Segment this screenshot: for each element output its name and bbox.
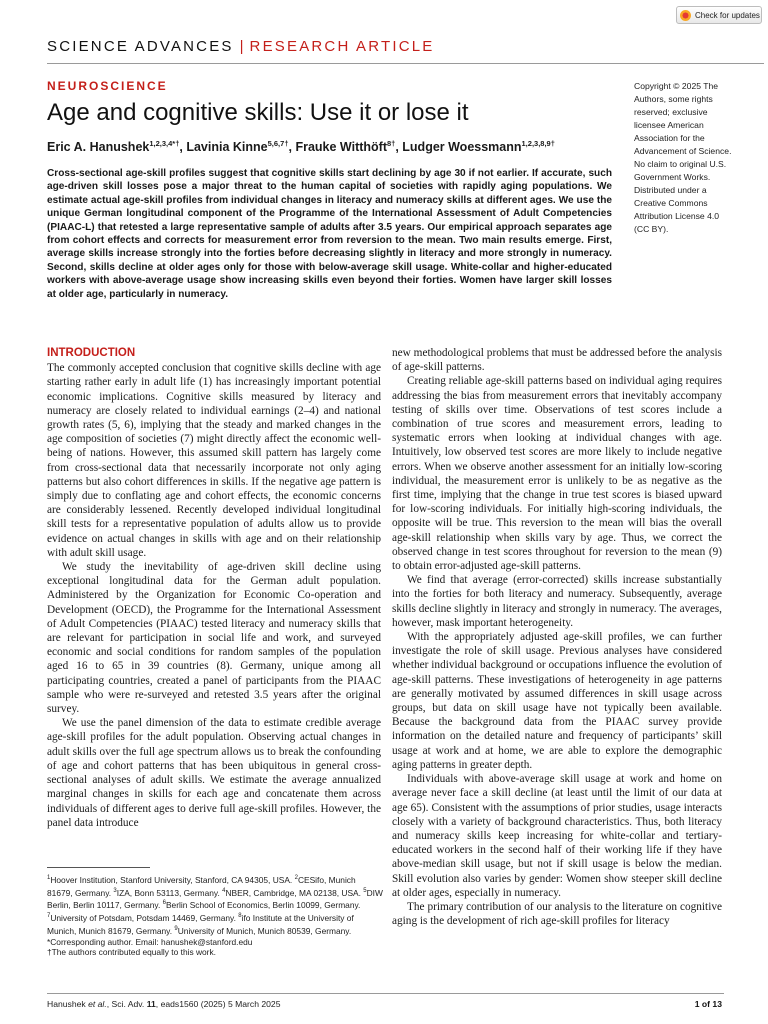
body-paragraph: We use the panel dimension of the data to estimate credible average age-skill profiles for the adult population. Observing actual changes in adult skills over the full age spectrum allows us to break the confounding of age and cohort patterns that has been ubiquitous in general cross-sectional analyses of adult skills. We estimate the average annualized marginal changes in skills for each age and concatenate them across individuals of different ages to derive full age-skill profiles. However, the panel data introduce — [47, 717, 381, 829]
body-paragraph: We study the inevitability of age-driven skill decline using exceptional longitudinal data for the German adult population. Administered by the Organization for Economic Co-operation and Development (OECD), the Programme for the International Assessment of Adult Competencies (PIAAC) tested literacy and numeracy skills that are relevant for participation in social life and work, and surveyed economic and social conditions for random samples of the population aged 16 to 65 in 39 countries (8). Germany, unique among all participating countries, created a panel of participants from the PIAAC sample who were re-surveyed and retested 3.5 years after the original survey. — [47, 561, 381, 716]
affiliation-text: NBER, Cambridge, MA 02138, USA. — [225, 887, 364, 898]
body-paragraph: new methodological problems that must be addressed before the analysis of age-skill patterns. — [392, 347, 722, 374]
affiliations — [47, 873, 383, 937]
affiliation-mark: 7 — [47, 913, 51, 920]
body-paragraph: Individuals with above-average skill usage at work and home on average never face a skill decline (at least until the limit of our data at age 65). Consistent with the assumptions of prior studies, usage interacts closely with a variety of background characteristics. Thus, both literacy and numeracy skills keep increasing for white-collar and tertiary-educated workers in the second half of their working life if they have above-median skill usage, but not if skill usage is below the median. Skill evolution also varies by gender: Women show steeper skill decline at older ages, especially in numeracy. — [392, 773, 722, 899]
affiliation-text: University of Potsdam, Potsdam 14469, Germany. — [50, 912, 239, 923]
affiliation-text: CESifo, Munich 81679, Germany. — [47, 874, 356, 898]
affiliation-text: ifo Institute at the University of Munich, Munich 81679, Germany. — [47, 912, 354, 936]
abstract: Cross-sectional age-skill profiles suggest that cognitive skills start declining by age 30 if not earlier. If accurate, such age-driven skill losses pose a major threat to the human capital of societies with rapidly aging populations. We estimate actual age-skill profiles from individual changes in literacy and numeracy skills at different ages. We use the unique German longitudinal component of the Programme of the International Assessment of Adult Competencies (PIAAC-L) that retested a large representative sample of adults after 3.5 years. Our empirical approach separates age from cohort effects and corrects for measurement error from reversion to the mean. Two main results emerge. First, average skills increase strongly into the forties before decreasing slightly in literacy and more strongly in numeracy. Second, skills decline at older ages only for those with below-average skill usage. White-collar and higher-educated workers with above-average usage show increasing skills even beyond their forties. Women have larger skill losses at older age, particularly in numeracy. — [47, 168, 612, 300]
author-name: Eric A. Hanushek — [47, 140, 150, 155]
article-title: Age and cognitive skills: Use it or lose it — [47, 99, 469, 126]
author-affiliation-marks: 5,6,7† — [267, 139, 289, 148]
author-affiliation-marks: 1,2,3,4*† — [149, 139, 180, 148]
body-paragraph: We find that average (error-corrected) skills increase substantially into the forties for both literacy and numeracy. Subsequently, average skills decline slightly in literacy and strongly in numeracy. The averages, however, mask important heterogeneity. — [392, 574, 722, 629]
section-label: NEUROSCIENCE — [47, 79, 168, 93]
affiliation-mark: 1 — [47, 875, 51, 881]
author-name: Frauke Witthöft — [295, 140, 387, 155]
body-paragraph: The primary contribution of our analysis to the literature on cognitive aging is the development of rich age-skill profiles for literacy — [392, 900, 722, 928]
author-name: Lavinia Kinne — [186, 140, 268, 155]
footer-divider — [47, 993, 724, 994]
affiliation-text: Berlin School of Economics, Berlin 10099, Germany. — [165, 900, 361, 911]
author-affiliation-marks: 1,2,3,8,9† — [521, 139, 555, 148]
affiliation-mark: 5 — [363, 887, 367, 894]
copyright-notice: Copyright © 2025 The Authors, some rights reserved; exclusive licensee American Association for the Advancement of Science. No claim to original U.S. Government Works. Distributed under a Creative Commons Attribution License 4.0 (CC BY). — [634, 81, 732, 234]
affiliation-text: Hoover Institution, Stanford University, Stanford, CA 94305, USA. — [50, 874, 295, 885]
affiliation-text: IZA, Bonn 53113, Germany. — [116, 887, 223, 898]
footer-article-date: , eads1560 (2025) 5 March 2025 — [155, 999, 281, 1009]
affiliation-mark: 9 — [174, 925, 178, 932]
check-for-updates-button[interactable] — [676, 6, 762, 24]
page-number: 1 of 13 — [694, 999, 722, 1009]
affiliation-mark: 8 — [238, 913, 242, 920]
article-type: RESEARCH ARTICLE — [249, 38, 435, 55]
body-column-right — [392, 346, 722, 928]
check-for-updates-label: Check for updates — [695, 10, 760, 20]
crossmark-icon — [680, 10, 691, 21]
affiliation-text: University of Munich, Munich 80539, Germany. — [177, 925, 352, 936]
body-paragraph: The commonly accepted conclusion that cognitive skills decline with age starting rather early in adult life (1) has increasingly important potential economic implications. Cognitive skills measured by literacy and numeracy are closely related to individual earnings (2–4) and national growth rates (5, 6), implying that the steady and marked changes in the age composition of societies (7) might directly affect the economic well-being of nations. However, this assumed skill pattern has largely come from cross-sectional data that necessarily incorporate not only aging patterns but also cohort differences in skills. If the negative age pattern is simply due to conflating age and cohort effects, the economic concerns are considerably lessened. Recently developed individual longitudinal skill tests for a representative population of adults allow us to provide evidence on actual changes in skills with age and on their relationship with adult skill usage. — [47, 362, 381, 559]
footer-journal: , Sci. Adv. — [106, 999, 147, 1009]
affiliation-mark: 6 — [162, 900, 166, 907]
section-heading-introduction: INTRODUCTION — [47, 347, 136, 359]
affiliation-mark: 4 — [222, 887, 226, 894]
affiliation-mark: 3 — [113, 887, 117, 894]
affiliation-mark: 2 — [294, 875, 298, 881]
footnotes — [47, 873, 383, 958]
header-divider — [47, 63, 764, 64]
footnote-divider — [47, 867, 150, 868]
affiliation-text: DIW Berlin, Berlin 10117, Germany. — [47, 887, 383, 911]
body-paragraph: With the appropriately adjusted age-skill profiles, we can further investigate the role of skill usage. Previous analyses have considered whether individual background or occupations influence the evolution of age-skill patterns. These investigations of heterogeneity in age patterns are generally motivated by assumed differences in skill usage across groups, but data on skill usage have not typically been available. Because the background data from the PIAAC survey provide information on the detailed nature and frequency of participants’ skill usage at work and at home, we are able to explore the demographic aging patterns in greater depth. — [392, 631, 722, 771]
equal-contribution-note: †The authors contributed equally to this work. — [47, 947, 216, 958]
journal-name: SCIENCE ADVANCES — [47, 38, 234, 55]
corresponding-author: *Corresponding author. Email: hanushek@stanford.edu — [47, 936, 253, 947]
footer-etal: et al. — [88, 999, 107, 1009]
footer-authors: Hanushek — [47, 999, 89, 1009]
journal-header — [47, 38, 435, 55]
journal-separator: | — [239, 38, 244, 55]
body-paragraph: Creating reliable age-skill patterns based on individual aging requires addressing the bias from measurement errors that inevitably accompany testing of skills over time. Observations of test scores include a combination of true scores and measurement errors, leading to systematic errors when looking at individual changes with age. Intuitively, low observed test scores are more likely to include negative errors. When we observe another assessment for an initially low-scoring individual, the measurement error is unlikely to be as negative as the first time, implying that the change in true test scores is biased upward for low-scoring individuals. For initially high-scoring individuals, the opposite will be true. This reversion to the mean will bias the overall age-skill relationship when skills vary by age. Thus, we correct the observed change in test scores throughout for reversion to the mean (9) to obtain error-adjusted age-skill patterns. — [392, 375, 722, 573]
author-list: Eric A. Hanushek$^{1,2,3,4*\dagger}$, Lavinia Kinne$^{5,6,7\dagger}$, Frauke Witthöft$^{8\dagger}$, Ludger Woessmann$^{1,2,3,8,9\dagger}$ — [47, 139, 555, 155]
body-column-left — [47, 346, 381, 830]
author-name: Ludger Woessmann — [402, 140, 522, 155]
footer-citation — [47, 999, 281, 1009]
author-affiliation-marks: 8† — [386, 139, 396, 148]
footer-volume: 11 — [146, 999, 156, 1009]
